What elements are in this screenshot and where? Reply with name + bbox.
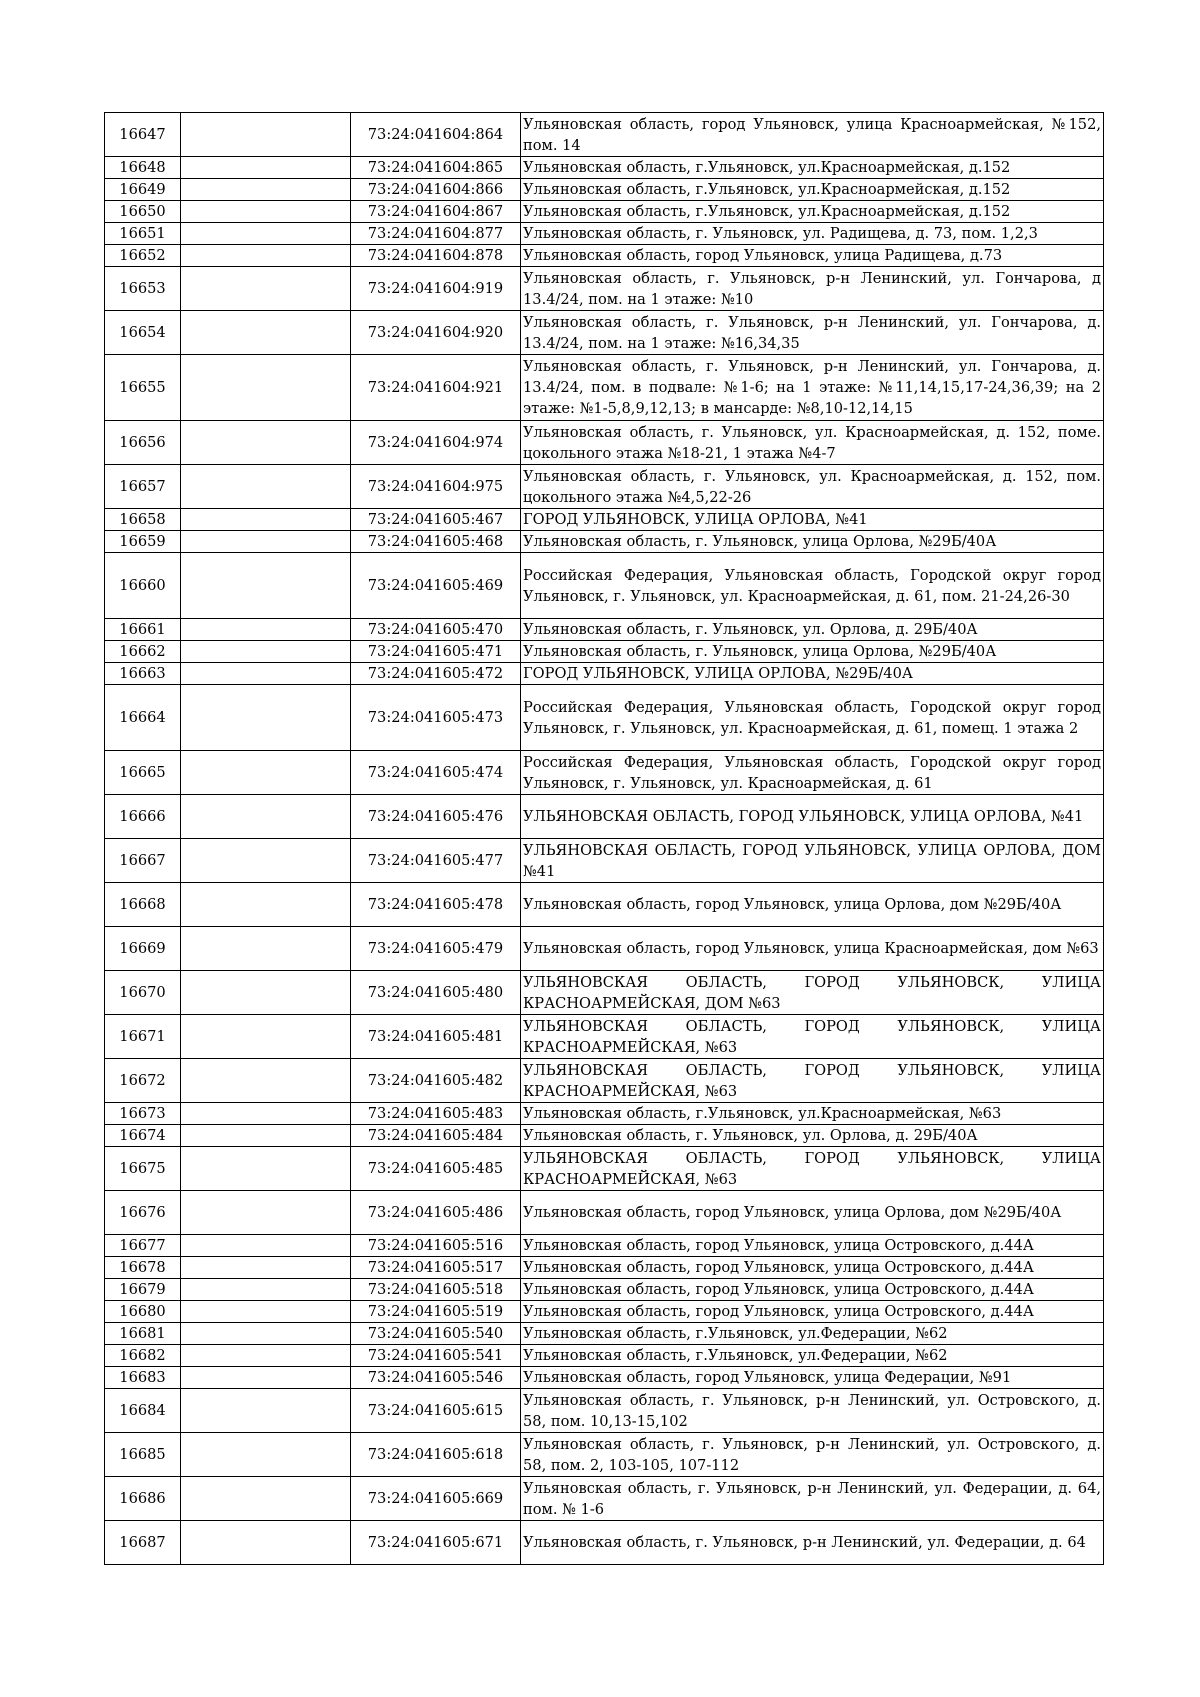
table-row — [105, 201, 1104, 223]
row-number: 16658 — [105, 509, 181, 531]
table-row — [105, 1257, 1104, 1279]
row-number: 16647 — [105, 113, 181, 157]
address: УЛЬЯНОВСКАЯ ОБЛАСТЬ, ГОРОД УЛЬЯНОВСК, УЛИЦА КРАСНОАРМЕЙСКАЯ, №63 — [521, 1059, 1104, 1103]
table-row — [105, 267, 1104, 311]
cadastral-number: 73:24:041605:618 — [351, 1433, 521, 1477]
row-number: 16648 — [105, 157, 181, 179]
cadastral-number: 73:24:041605:469 — [351, 553, 521, 619]
cadastral-number: 73:24:041605:485 — [351, 1147, 521, 1191]
row-number: 16678 — [105, 1257, 181, 1279]
row-number: 16662 — [105, 641, 181, 663]
cadastral-number: 73:24:041604:920 — [351, 311, 521, 355]
cadastral-number: 73:24:041604:865 — [351, 157, 521, 179]
empty-cell — [181, 1301, 351, 1323]
cadastral-number: 73:24:041605:472 — [351, 663, 521, 685]
address: Ульяновская область, г. Ульяновск, ул. Радищева, д. 73, пом. 1,2,3 — [521, 223, 1104, 245]
cadastral-number: 73:24:041605:540 — [351, 1323, 521, 1345]
address: Ульяновская область, г. Ульяновск, р-н Ленинский, ул. Островского, д. 58, пом. 10,13-15,102 — [521, 1389, 1104, 1433]
cadastral-number: 73:24:041605:470 — [351, 619, 521, 641]
address: Ульяновская область, г. Ульяновск, р-н Ленинский, ул. Гончарова, д 13.4/24, пом. на 1 этаже: №10 — [521, 267, 1104, 311]
row-number: 16679 — [105, 1279, 181, 1301]
cadastral-number: 73:24:041604:921 — [351, 355, 521, 421]
cadastral-number: 73:24:041605:615 — [351, 1389, 521, 1433]
empty-cell — [181, 245, 351, 267]
address: Ульяновская область, г. Ульяновск, р-н Ленинский, ул. Островского, д. 58, пом. 2, 103-105, 107-112 — [521, 1433, 1104, 1477]
empty-cell — [181, 1367, 351, 1389]
address: Ульяновская область, город Ульяновск, улица Орлова, дом №29Б/40А — [521, 1191, 1104, 1235]
row-number: 16685 — [105, 1433, 181, 1477]
empty-cell — [181, 179, 351, 201]
table-row — [105, 355, 1104, 421]
cadastral-number: 73:24:041605:519 — [351, 1301, 521, 1323]
empty-cell — [181, 619, 351, 641]
table-row — [105, 421, 1104, 465]
row-number: 16667 — [105, 839, 181, 883]
empty-cell — [181, 839, 351, 883]
table-row — [105, 465, 1104, 509]
address: Ульяновская область, г.Ульяновск, ул.Красноармейская, д.152 — [521, 157, 1104, 179]
table-row — [105, 971, 1104, 1015]
cadastral-number: 73:24:041604:878 — [351, 245, 521, 267]
empty-cell — [181, 751, 351, 795]
table-row — [105, 839, 1104, 883]
address: Ульяновская область, г. Ульяновск, улица Орлова, №29Б/40А — [521, 531, 1104, 553]
cadastral-number: 73:24:041605:518 — [351, 1279, 521, 1301]
empty-cell — [181, 795, 351, 839]
cadastral-number: 73:24:041604:867 — [351, 201, 521, 223]
empty-cell — [181, 1521, 351, 1565]
table-row — [105, 311, 1104, 355]
cadastral-number: 73:24:041604:866 — [351, 179, 521, 201]
address: Ульяновская область, город Ульяновск, улица Радищева, д.73 — [521, 245, 1104, 267]
cadastral-number: 73:24:041605:467 — [351, 509, 521, 531]
address: Ульяновская область, г.Ульяновск, ул.Красноармейская, №63 — [521, 1103, 1104, 1125]
address: Ульяновская область, город Ульяновск, улица Федерации, №91 — [521, 1367, 1104, 1389]
row-number: 16683 — [105, 1367, 181, 1389]
address: УЛЬЯНОВСКАЯ ОБЛАСТЬ, ГОРОД УЛЬЯНОВСК, УЛИЦА КРАСНОАРМЕЙСКАЯ, №63 — [521, 1015, 1104, 1059]
cadastral-number: 73:24:041605:516 — [351, 1235, 521, 1257]
empty-cell — [181, 1433, 351, 1477]
cadastral-number: 73:24:041605:671 — [351, 1521, 521, 1565]
cadastral-number: 73:24:041605:486 — [351, 1191, 521, 1235]
table-row — [105, 113, 1104, 157]
address: УЛЬЯНОВСКАЯ ОБЛАСТЬ, ГОРОД УЛЬЯНОВСК, УЛИЦА ОРЛОВА, ДОМ №41 — [521, 839, 1104, 883]
empty-cell — [181, 1323, 351, 1345]
cadastral-number: 73:24:041605:468 — [351, 531, 521, 553]
row-number: 16663 — [105, 663, 181, 685]
address: Ульяновская область, г. Ульяновск, ул. Орлова, д. 29Б/40А — [521, 1125, 1104, 1147]
table-row — [105, 1191, 1104, 1235]
empty-cell — [181, 685, 351, 751]
empty-cell — [181, 927, 351, 971]
row-number: 16687 — [105, 1521, 181, 1565]
row-number: 16652 — [105, 245, 181, 267]
cadastral-number: 73:24:041605:476 — [351, 795, 521, 839]
row-number: 16673 — [105, 1103, 181, 1125]
address: УЛЬЯНОВСКАЯ ОБЛАСТЬ, ГОРОД УЛЬЯНОВСК, УЛИЦА ОРЛОВА, №41 — [521, 795, 1104, 839]
table-row — [105, 1125, 1104, 1147]
cadastral-number: 73:24:041605:471 — [351, 641, 521, 663]
empty-cell — [181, 1125, 351, 1147]
cadastral-number: 73:24:041605:483 — [351, 1103, 521, 1125]
row-number: 16665 — [105, 751, 181, 795]
cadastral-number: 73:24:041604:974 — [351, 421, 521, 465]
table-row — [105, 1235, 1104, 1257]
row-number: 16670 — [105, 971, 181, 1015]
table-row — [105, 1521, 1104, 1565]
address: Ульяновская область, г. Ульяновск, р-н Ленинский, ул. Федерации, д. 64, пом. № 1-6 — [521, 1477, 1104, 1521]
empty-cell — [181, 157, 351, 179]
table-row — [105, 1323, 1104, 1345]
cadastral-number: 73:24:041605:541 — [351, 1345, 521, 1367]
row-number: 16672 — [105, 1059, 181, 1103]
row-number: 16654 — [105, 311, 181, 355]
cadastral-number: 73:24:041604:864 — [351, 113, 521, 157]
cadastral-number: 73:24:041604:919 — [351, 267, 521, 311]
empty-cell — [181, 531, 351, 553]
row-number: 16657 — [105, 465, 181, 509]
address: УЛЬЯНОВСКАЯ ОБЛАСТЬ, ГОРОД УЛЬЯНОВСК, УЛИЦА КРАСНОАРМЕЙСКАЯ, ДОМ №63 — [521, 971, 1104, 1015]
empty-cell — [181, 1103, 351, 1125]
address: Ульяновская область, город Ульяновск, улица Островского, д.44А — [521, 1235, 1104, 1257]
address: Ульяновская область, г.Ульяновск, ул.Красноармейская, д.152 — [521, 201, 1104, 223]
empty-cell — [181, 355, 351, 421]
cadastral-number: 73:24:041605:473 — [351, 685, 521, 751]
row-number: 16681 — [105, 1323, 181, 1345]
empty-cell — [181, 553, 351, 619]
table-row — [105, 1345, 1104, 1367]
address: Ульяновская область, г. Ульяновск, ул. Красноармейская, д. 152, пом. цокольного этажа №4,5,22-26 — [521, 465, 1104, 509]
address: Ульяновская область, город Ульяновск, улица Островского, д.44А — [521, 1301, 1104, 1323]
table-row — [105, 1367, 1104, 1389]
row-number: 16664 — [105, 685, 181, 751]
cadastral-number: 73:24:041605:477 — [351, 839, 521, 883]
table-row — [105, 553, 1104, 619]
table-row — [105, 223, 1104, 245]
address: Ульяновская область, г. Ульяновск, р-н Ленинский, ул. Гончарова, д. 13.4/24, пом. в подвале: №1-6; на 1 этаже: №11,14,15,17-24,36,39; на 2 этаже: №1-5,8,9,12,13; в мансарде: №8,10-12,14,15 — [521, 355, 1104, 421]
address: Ульяновская область, г.Ульяновск, ул.Красноармейская, д.152 — [521, 179, 1104, 201]
row-number: 16653 — [105, 267, 181, 311]
table-row — [105, 1301, 1104, 1323]
cadastral-number: 73:24:041605:546 — [351, 1367, 521, 1389]
table-row — [105, 751, 1104, 795]
cadastral-number: 73:24:041605:669 — [351, 1477, 521, 1521]
empty-cell — [181, 1257, 351, 1279]
address: Ульяновская область, г. Ульяновск, ул. Красноармейская, д. 152, поме. цокольного этажа №18-21, 1 этажа №4-7 — [521, 421, 1104, 465]
empty-cell — [181, 1345, 351, 1367]
empty-cell — [181, 311, 351, 355]
row-number: 16666 — [105, 795, 181, 839]
table-row — [105, 1015, 1104, 1059]
empty-cell — [181, 1279, 351, 1301]
empty-cell — [181, 509, 351, 531]
row-number: 16671 — [105, 1015, 181, 1059]
table-row — [105, 641, 1104, 663]
empty-cell — [181, 883, 351, 927]
address: ГОРОД УЛЬЯНОВСК, УЛИЦА ОРЛОВА, №41 — [521, 509, 1104, 531]
row-number: 16677 — [105, 1235, 181, 1257]
empty-cell — [181, 663, 351, 685]
row-number: 16660 — [105, 553, 181, 619]
table-row — [105, 531, 1104, 553]
row-number: 16682 — [105, 1345, 181, 1367]
row-number: 16686 — [105, 1477, 181, 1521]
empty-cell — [181, 421, 351, 465]
table-row — [105, 685, 1104, 751]
address: ГОРОД УЛЬЯНОВСК, УЛИЦА ОРЛОВА, №29Б/40А — [521, 663, 1104, 685]
row-number: 16661 — [105, 619, 181, 641]
address: Ульяновская область, г. Ульяновск, улица Орлова, №29Б/40А — [521, 641, 1104, 663]
cadastral-number: 73:24:041605:480 — [351, 971, 521, 1015]
empty-cell — [181, 1059, 351, 1103]
cadastral-number: 73:24:041605:474 — [351, 751, 521, 795]
table-row — [105, 157, 1104, 179]
empty-cell — [181, 1147, 351, 1191]
address: Российская Федерация, Ульяновская область, Городской округ город Ульяновск, г. Ульяновск, ул. Красноармейская, д. 61, помещ. 1 этажа 2 — [521, 685, 1104, 751]
row-number: 16655 — [105, 355, 181, 421]
table-row — [105, 1433, 1104, 1477]
address: Ульяновская область, г. Ульяновск, р-н Ленинский, ул. Федерации, д. 64 — [521, 1521, 1104, 1565]
address: Ульяновская область, г. Ульяновск, ул. Орлова, д. 29Б/40А — [521, 619, 1104, 641]
cadastral-number: 73:24:041604:975 — [351, 465, 521, 509]
row-number: 16684 — [105, 1389, 181, 1433]
table-row — [105, 1103, 1104, 1125]
table-row — [105, 1477, 1104, 1521]
empty-cell — [181, 223, 351, 245]
address: УЛЬЯНОВСКАЯ ОБЛАСТЬ, ГОРОД УЛЬЯНОВСК, УЛИЦА КРАСНОАРМЕЙСКАЯ, №63 — [521, 1147, 1104, 1191]
cadastral-number: 73:24:041605:478 — [351, 883, 521, 927]
cadastral-number: 73:24:041605:482 — [351, 1059, 521, 1103]
address: Российская Федерация, Ульяновская область, Городской округ город Ульяновск, г. Ульяновск, ул. Красноармейская, д. 61 — [521, 751, 1104, 795]
row-number: 16659 — [105, 531, 181, 553]
empty-cell — [181, 641, 351, 663]
row-number: 16669 — [105, 927, 181, 971]
empty-cell — [181, 1235, 351, 1257]
row-number: 16674 — [105, 1125, 181, 1147]
table-row — [105, 795, 1104, 839]
row-number: 16675 — [105, 1147, 181, 1191]
table-row — [105, 179, 1104, 201]
row-number: 16676 — [105, 1191, 181, 1235]
empty-cell — [181, 113, 351, 157]
table-row — [105, 1147, 1104, 1191]
empty-cell — [181, 1191, 351, 1235]
row-number: 16651 — [105, 223, 181, 245]
table-row — [105, 1279, 1104, 1301]
empty-cell — [181, 1477, 351, 1521]
table-row — [105, 509, 1104, 531]
address: Ульяновская область, г.Ульяновск, ул.Федерации, №62 — [521, 1323, 1104, 1345]
registry-body — [105, 113, 1104, 1565]
registry-table — [104, 112, 1104, 1565]
table-row — [105, 883, 1104, 927]
address: Российская Федерация, Ульяновская область, Городской округ город Ульяновск, г. Ульяновск, ул. Красноармейская, д. 61, пом. 21-24,26-30 — [521, 553, 1104, 619]
table-row — [105, 1059, 1104, 1103]
table-row — [105, 1389, 1104, 1433]
empty-cell — [181, 267, 351, 311]
address: Ульяновская область, город Ульяновск, улица Островского, д.44А — [521, 1257, 1104, 1279]
cadastral-number: 73:24:041605:484 — [351, 1125, 521, 1147]
address: Ульяновская область, г. Ульяновск, р-н Ленинский, ул. Гончарова, д. 13.4/24, пом. на 1 этаже: №16,34,35 — [521, 311, 1104, 355]
row-number: 16649 — [105, 179, 181, 201]
row-number: 16680 — [105, 1301, 181, 1323]
cadastral-number: 73:24:041605:481 — [351, 1015, 521, 1059]
address: Ульяновская область, город Ульяновск, улица Орлова, дом №29Б/40А — [521, 883, 1104, 927]
cadastral-number: 73:24:041604:877 — [351, 223, 521, 245]
address: Ульяновская область, город Ульяновск, улица Красноармейская, №152, пом. 14 — [521, 113, 1104, 157]
row-number: 16656 — [105, 421, 181, 465]
empty-cell — [181, 1389, 351, 1433]
table-row — [105, 245, 1104, 267]
cadastral-number: 73:24:041605:517 — [351, 1257, 521, 1279]
address: Ульяновская область, город Ульяновск, улица Островского, д.44А — [521, 1279, 1104, 1301]
empty-cell — [181, 1015, 351, 1059]
empty-cell — [181, 465, 351, 509]
cadastral-number: 73:24:041605:479 — [351, 927, 521, 971]
table-row — [105, 619, 1104, 641]
address: Ульяновская область, г.Ульяновск, ул.Федерации, №62 — [521, 1345, 1104, 1367]
empty-cell — [181, 971, 351, 1015]
table-row — [105, 927, 1104, 971]
row-number: 16650 — [105, 201, 181, 223]
table-row — [105, 663, 1104, 685]
row-number: 16668 — [105, 883, 181, 927]
address: Ульяновская область, город Ульяновск, улица Красноармейская, дом №63 — [521, 927, 1104, 971]
empty-cell — [181, 201, 351, 223]
